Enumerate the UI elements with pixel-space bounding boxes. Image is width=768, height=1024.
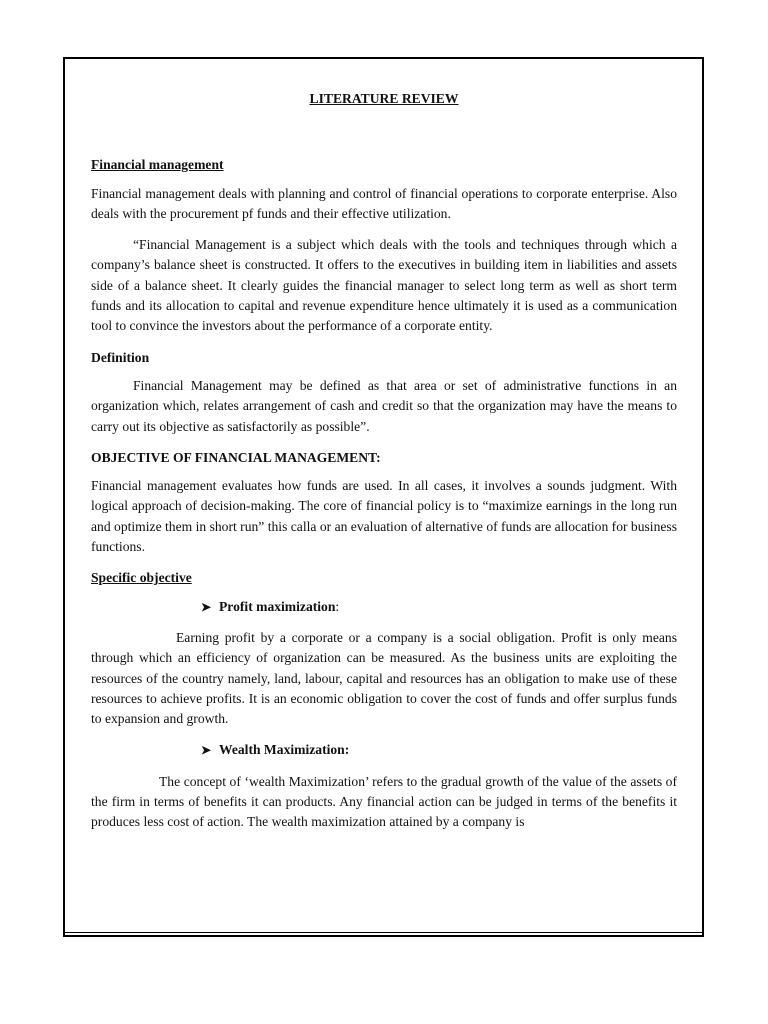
document-body (91, 89, 677, 844)
bullet-profit-maximization (91, 597, 677, 617)
paragraph-profit: Earning profit by a corporate or a company is a social obligation. Profit is only means through which an efficiency of organization can be measured. As the business units are exploiting the resources of the country namely, land, labour, capital and resources has an obligation to make use of these resources to achieve profits. It is an economic obligation to cover the cost of funds and offer surplus funds to expansion and growth. (91, 629, 677, 727)
bullet-label: Wealth Maximization: (219, 742, 350, 758)
paragraph-definition: Financial Management may be defined as that area or set of administrative functions in an organization which, relates arrangement of cash and credit so that the organization may have the means to carry out its objective as satisfactorily as possible”. (91, 377, 677, 434)
page-title: LITERATURE REVIEW (309, 91, 459, 106)
arrow-bullet-icon: ➤ (201, 743, 212, 758)
bullet-colon: : (335, 598, 340, 614)
paragraph-fm-intro: Financial management deals with planning and control of financial operations to corporate enterprise. Also deals with the procurement pf funds and their effective utilization. (91, 185, 677, 221)
heading-specific-objective: Specific objective (91, 570, 192, 586)
heading-objective: OBJECTIVE OF FINANCIAL MANAGEMENT: (91, 449, 381, 465)
bullet-wealth-maximization (91, 740, 677, 760)
bullet-label: Profit maximization (219, 598, 336, 614)
heading-definition: Definition (91, 349, 150, 365)
heading-financial-management: Financial management (91, 157, 224, 173)
paragraph-fm-quote: “Financial Management is a subject which deals with the tools and techniques through which a company’s balance sheet is constructed. It offers to the executives in building item in liabilities and assets side of a balance sheet. It clearly guides the financial manager to select long term as well as short term funds and its allocation to capital and revenue expenditure hence ultimately it is used as a communication tool to convince the investors about the performance of a corporate entity. (91, 237, 677, 334)
paragraph-objective: Financial management evaluates how funds are used. In all cases, it involves a sounds judgment. With logical approach of decision-making. The core of financial policy is to “maximize earnings in the long run and optimize them in short run” this calla or an evaluation of alternative of funds are allocation for business functions. (91, 478, 677, 555)
arrow-bullet-icon: ➤ (201, 599, 212, 614)
paragraph-wealth: The concept of ‘wealth Maximization’ refers to the gradual growth of the value of the assets of the firm in terms of benefits it can products. Any financial action can be judged in terms of the benefits it produces less cost of action. The wealth maximization attained by a company is (91, 773, 677, 830)
page-border (63, 57, 704, 937)
